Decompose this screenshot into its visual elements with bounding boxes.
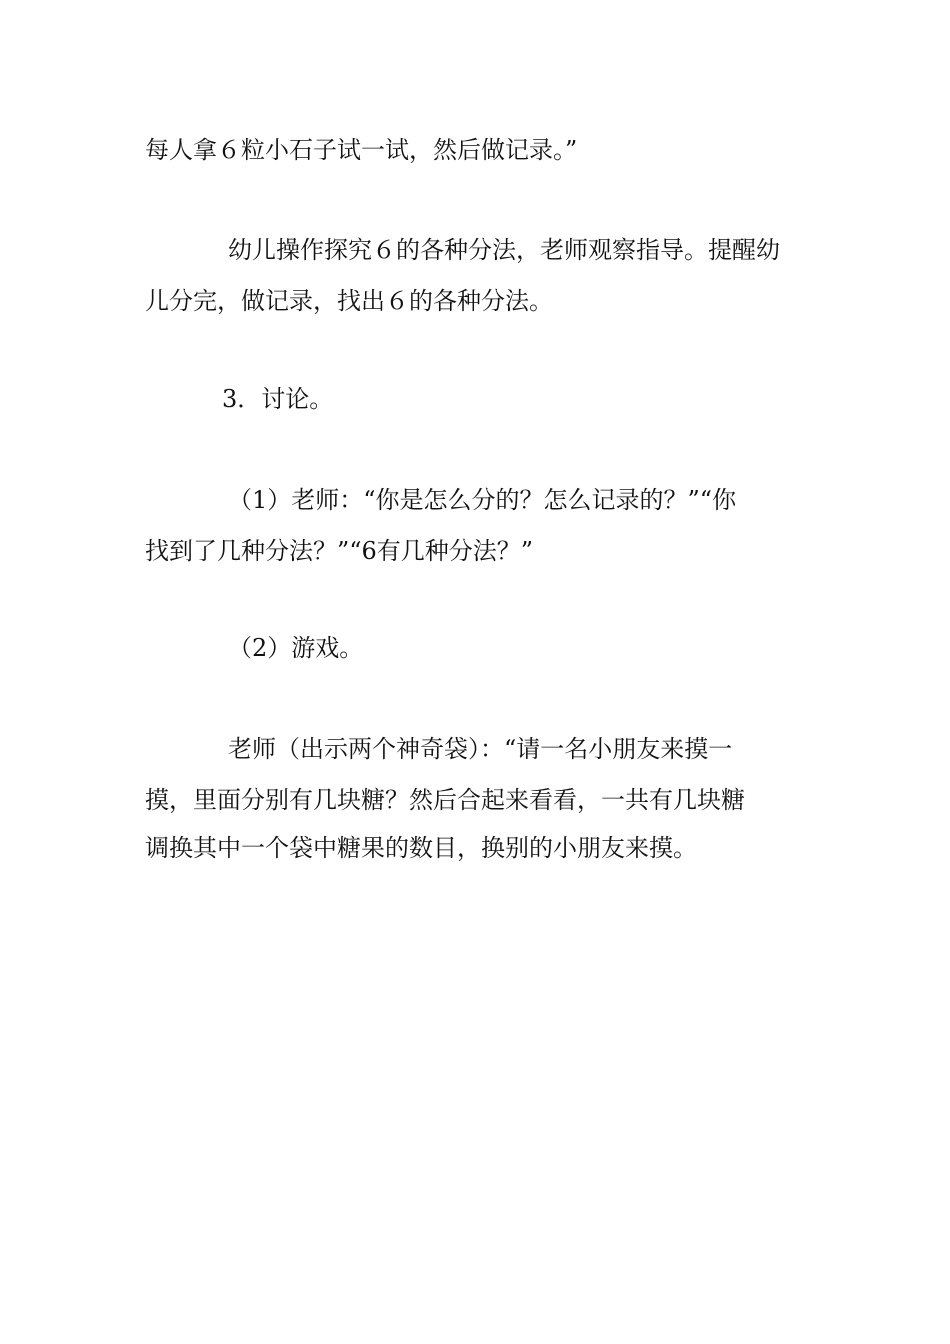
paragraph-3-heading: 3．讨论。	[222, 385, 334, 413]
paragraph-4-line-2: 找到了几种分法？”“6有几种分法？”	[145, 537, 534, 565]
paragraph-1-line-1: 每人拿６粒小石子试一试，然后做记录。”	[145, 136, 578, 164]
paragraph-6-line-1: 老师（出示两个神奇袋）：“请一名小朋友来摸一	[228, 735, 733, 763]
paragraph-4-line-1: （1）老师：“你是怎么分的？怎么记录的？”“你	[228, 486, 737, 514]
paragraph-2-line-2: 儿分完，做记录，找出６的各种分法。	[145, 287, 553, 315]
paragraph-5-line-1: （2）游戏。	[228, 634, 364, 662]
paragraph-6-line-2: 摸，里面分别有几块糖？然后合起来看看，一共有几块糖	[145, 786, 745, 814]
paragraph-6-line-3: 调换其中一个袋中糖果的数目，换别的小朋友来摸。	[145, 834, 697, 862]
paragraph-2-line-1: 幼儿操作探究６的各种分法，老师观察指导。提醒幼	[228, 236, 780, 264]
